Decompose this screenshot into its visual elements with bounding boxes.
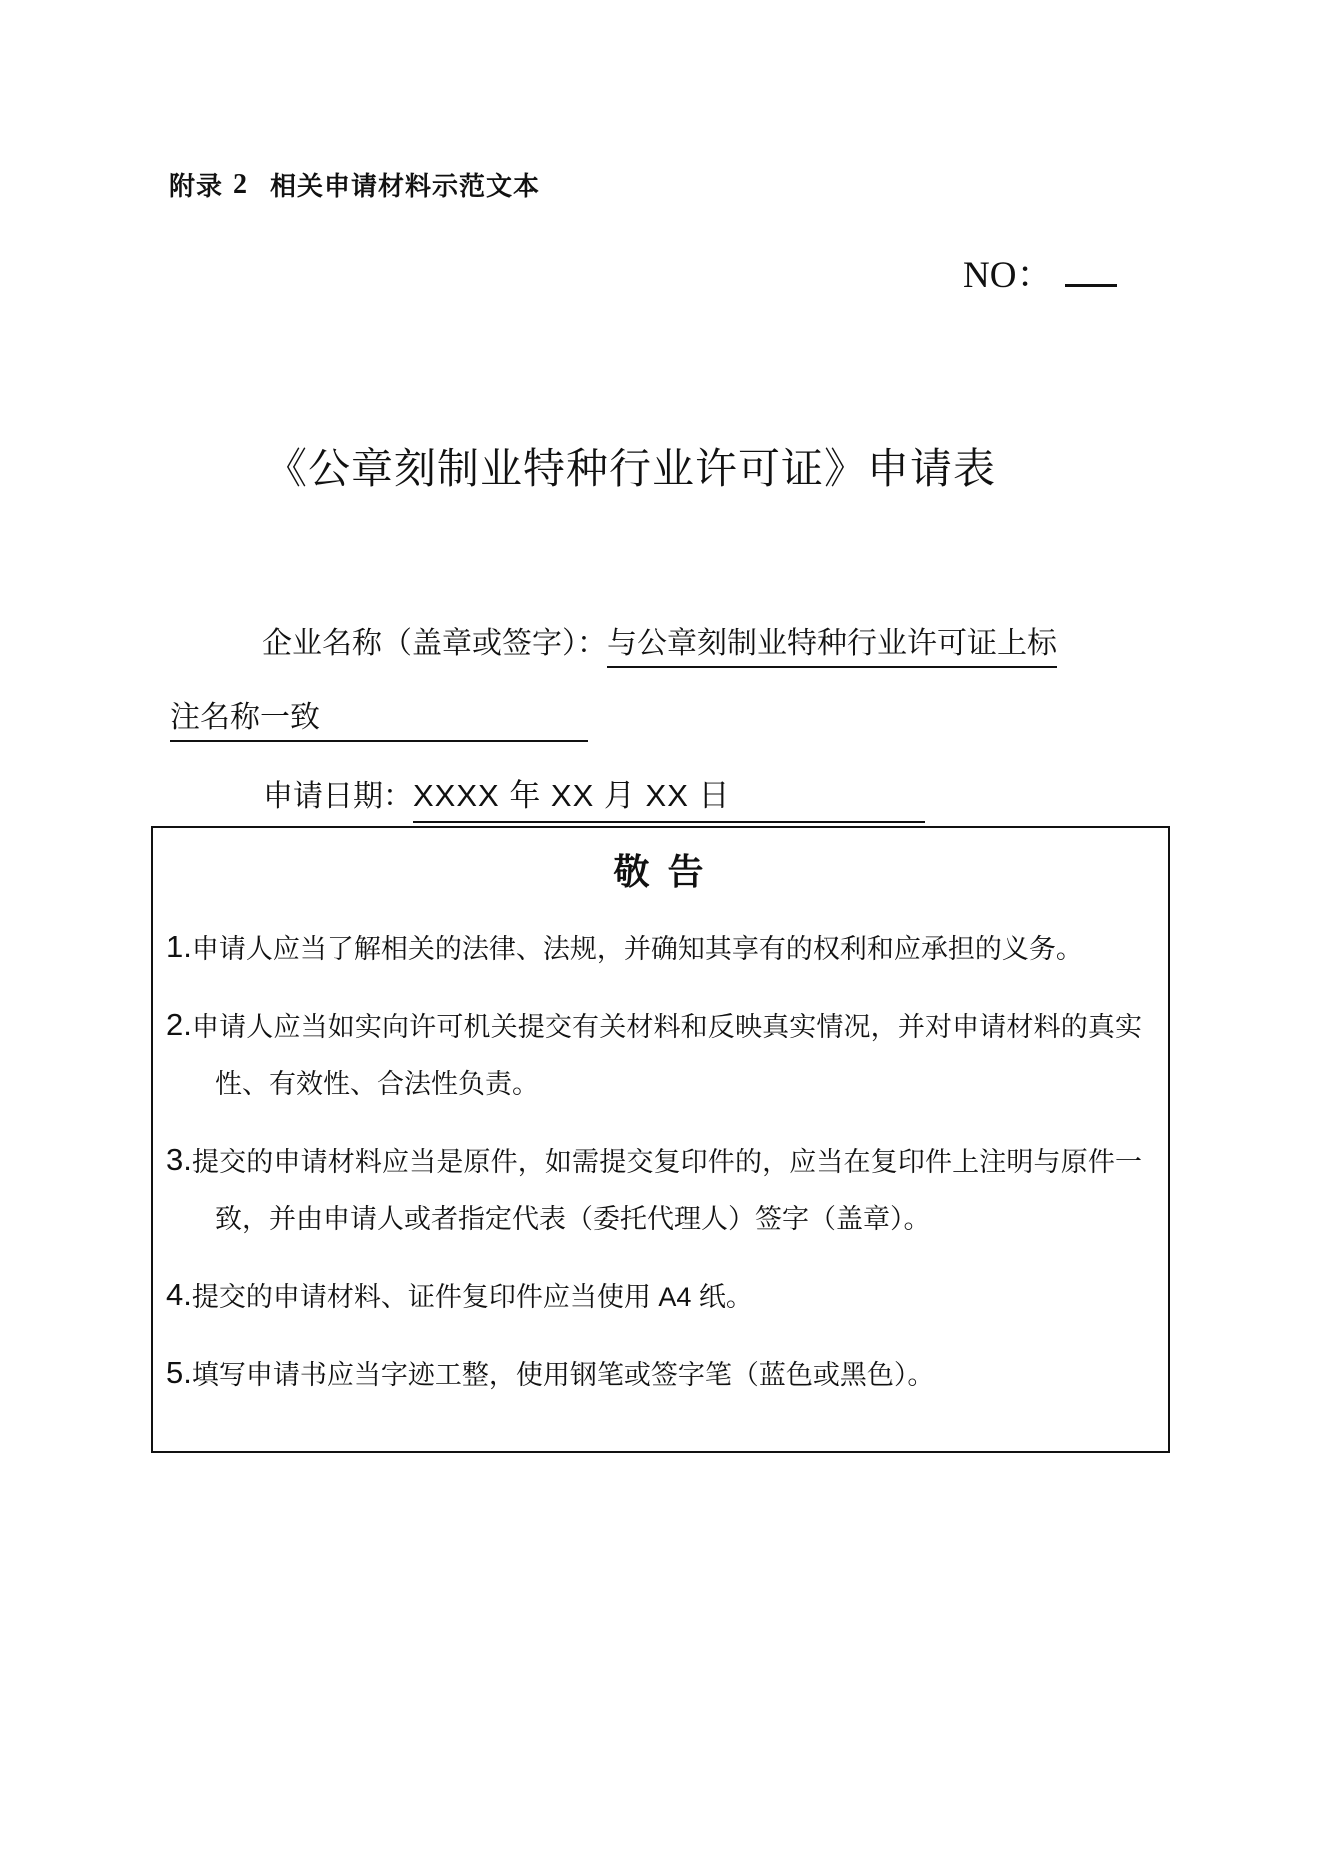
notice-item-number: 2.	[166, 1007, 192, 1042]
application-date-value: XXXX 年 XX 月 XX 日	[413, 770, 925, 823]
notice-box	[151, 826, 1170, 1453]
notice-item	[153, 1267, 1168, 1326]
application-date-field	[263, 770, 925, 823]
notice-item	[153, 997, 1168, 1113]
notice-item	[153, 919, 1168, 978]
notice-item-number: 1.	[166, 929, 192, 964]
notice-item-text: 申请人应当如实向许可机关提交有关材料和反映真实情况，并对申请材料的真实性、有效性、合法性负责。	[191, 1012, 1142, 1099]
no-blank-underline	[1065, 253, 1117, 287]
company-blank-underline	[320, 712, 588, 742]
notice-item-text: 申请人应当了解相关的法律、法规，并确知其享有的权利和应承担的义务。	[191, 934, 1083, 964]
company-name-value-line2: 注名称一致	[170, 701, 320, 742]
document-title: 《公章刻制业特种行业许可证》申请表	[264, 445, 996, 492]
notice-item-number: 4.	[166, 1277, 192, 1312]
notice-item-text: 提交的申请材料应当是原件，如需提交复印件的，应当在复印件上注明与原件一致，并由申请人或者指定代表（委托代理人）签字（盖章）。	[191, 1147, 1142, 1234]
notice-item-number: 3.	[166, 1142, 192, 1177]
notice-title: 敬 告	[613, 851, 708, 892]
company-name-line1	[262, 618, 1170, 662]
notice-item-text: 提交的申请材料、证件复印件应当使用 A4 纸。	[191, 1282, 753, 1312]
company-name-line2	[170, 692, 1170, 736]
application-date-label: 申请日期：	[263, 780, 413, 813]
notice-items	[153, 919, 1168, 1404]
notice-item-text: 填写申请书应当字迹工整，使用钢笔或签字笔（蓝色或黑色）。	[191, 1360, 935, 1390]
notice-item	[153, 1132, 1168, 1248]
appendix-number: 2	[233, 169, 249, 200]
notice-item	[153, 1345, 1168, 1404]
notice-item-number: 5.	[166, 1355, 192, 1390]
appendix-title: 相关申请材料示范文本	[270, 171, 541, 201]
appendix-label: 附录	[169, 171, 224, 201]
company-name-field	[170, 618, 1170, 736]
no-label: NO：	[963, 255, 1054, 296]
company-name-value-line1: 与公章刻制业特种行业许可证上标	[607, 627, 1057, 668]
no-field	[963, 244, 1117, 298]
appendix-heading	[169, 166, 540, 203]
company-name-label: 企业名称（盖章或签字）：	[262, 627, 607, 660]
